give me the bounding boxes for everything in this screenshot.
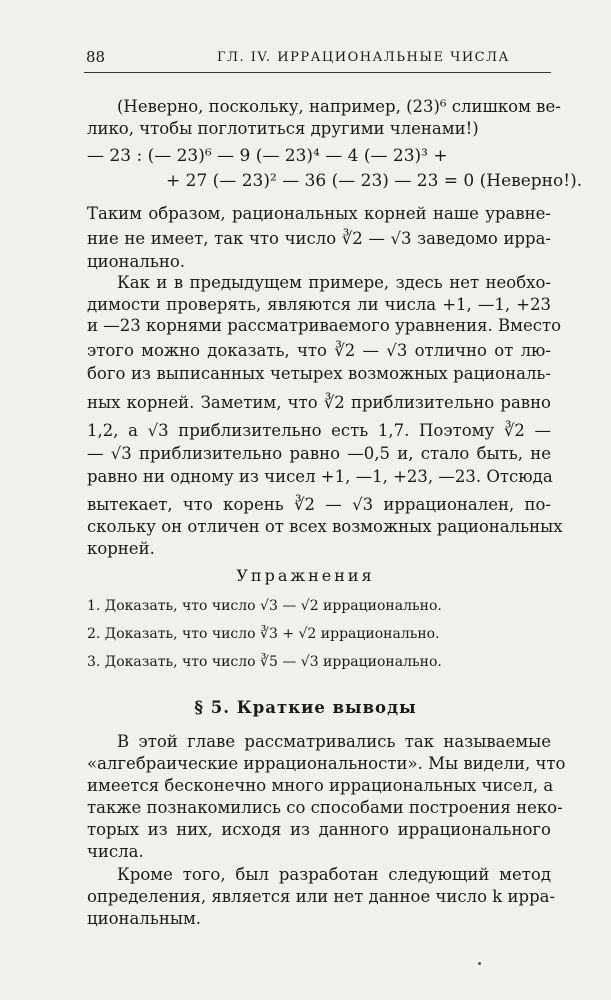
paragraph-line: — √3 приблизительно равно —0,5 и, стало быть, не	[87, 444, 551, 463]
paragraph-line: бого из выписанных четырех возможных рациональ-	[87, 364, 551, 383]
print-speck	[478, 962, 481, 965]
exercise-item: 1. Доказать, что число √3 — √2 иррационально.	[87, 598, 442, 614]
running-title: ГЛ. IV. ИРРАЦИОНАЛЬНЫЕ ЧИСЛА	[217, 50, 510, 65]
page-number: 88	[86, 48, 106, 66]
paragraph-line: вытекает, что корень ∛2 — √3 иррационален, по-	[87, 495, 551, 514]
paragraph-line: также познакомились со способами построения неко-	[87, 798, 563, 817]
paragraph-line: ных корней. Заметим, что ∛2 приблизительно равно	[87, 393, 551, 412]
paragraph-line: В этой главе рассматривались так называемые	[117, 732, 551, 751]
header-rule	[84, 72, 551, 73]
paragraph-line: ционально.	[87, 252, 186, 271]
paragraph-line: димости проверять, являются ли числа +1, —1, +23	[87, 295, 551, 314]
paragraph-line: и —23 корнями рассматриваемого уравнения. Вместо	[87, 316, 562, 335]
exercise-item: 2. Доказать, что число ∛3 + √2 иррационально.	[87, 626, 440, 642]
intro-line: (Неверно, поскольку, например, (23)⁶ слишком ве-	[117, 97, 561, 116]
equation-line: + 27 (— 23)² — 36 (— 23) — 23 = 0 (Неверно!).	[166, 171, 583, 191]
paragraph-line: числа.	[87, 842, 144, 861]
paragraph-line: этого можно доказать, что ∛2 — √3 отлично от лю-	[87, 341, 551, 360]
paragraph-line: ние не имеет, так что число ∛2 — √3 заведомо ирра-	[87, 229, 551, 248]
exercises-heading: Упражнения	[236, 566, 375, 585]
section-title: § 5. Краткие выводы	[194, 698, 417, 717]
paragraph-line: Таким образом, рациональных корней наше уравне-	[87, 204, 551, 223]
equation-line: — 23 : (— 23)⁶ — 9 (— 23)⁴ — 4 (— 23)³ +	[87, 146, 448, 166]
paragraph-line: «алгебраические иррациональности». Мы видели, что	[87, 754, 566, 773]
paragraph-line: 1,2, а √3 приблизительно есть 1,7. Поэтому ∛2 —	[87, 421, 551, 440]
intro-line: лико, чтобы поглотиться другими членами!)	[87, 119, 479, 138]
paragraph-line: имеется бесконечно много иррациональных чисел, а	[87, 776, 554, 795]
paragraph-line: циональным.	[87, 909, 202, 928]
paragraph-line: Как и в предыдущем примере, здесь нет необхо-	[117, 273, 551, 292]
paragraph-line: корней.	[87, 539, 155, 558]
paragraph-line: определения, является или нет данное число k ирра-	[87, 887, 556, 906]
paragraph-line: торых из них, исходя из данного иррационального	[87, 820, 551, 839]
paragraph-line: Кроме того, был разработан следующий метод	[117, 865, 551, 884]
paragraph-line: скольку он отличен от всех возможных рациональных	[87, 517, 563, 536]
paragraph-line: равно ни одному из чисел +1, —1, +23, —23. Отсюда	[87, 467, 553, 486]
exercise-item: 3. Доказать, что число ∛5 — √3 иррационально.	[87, 654, 442, 670]
